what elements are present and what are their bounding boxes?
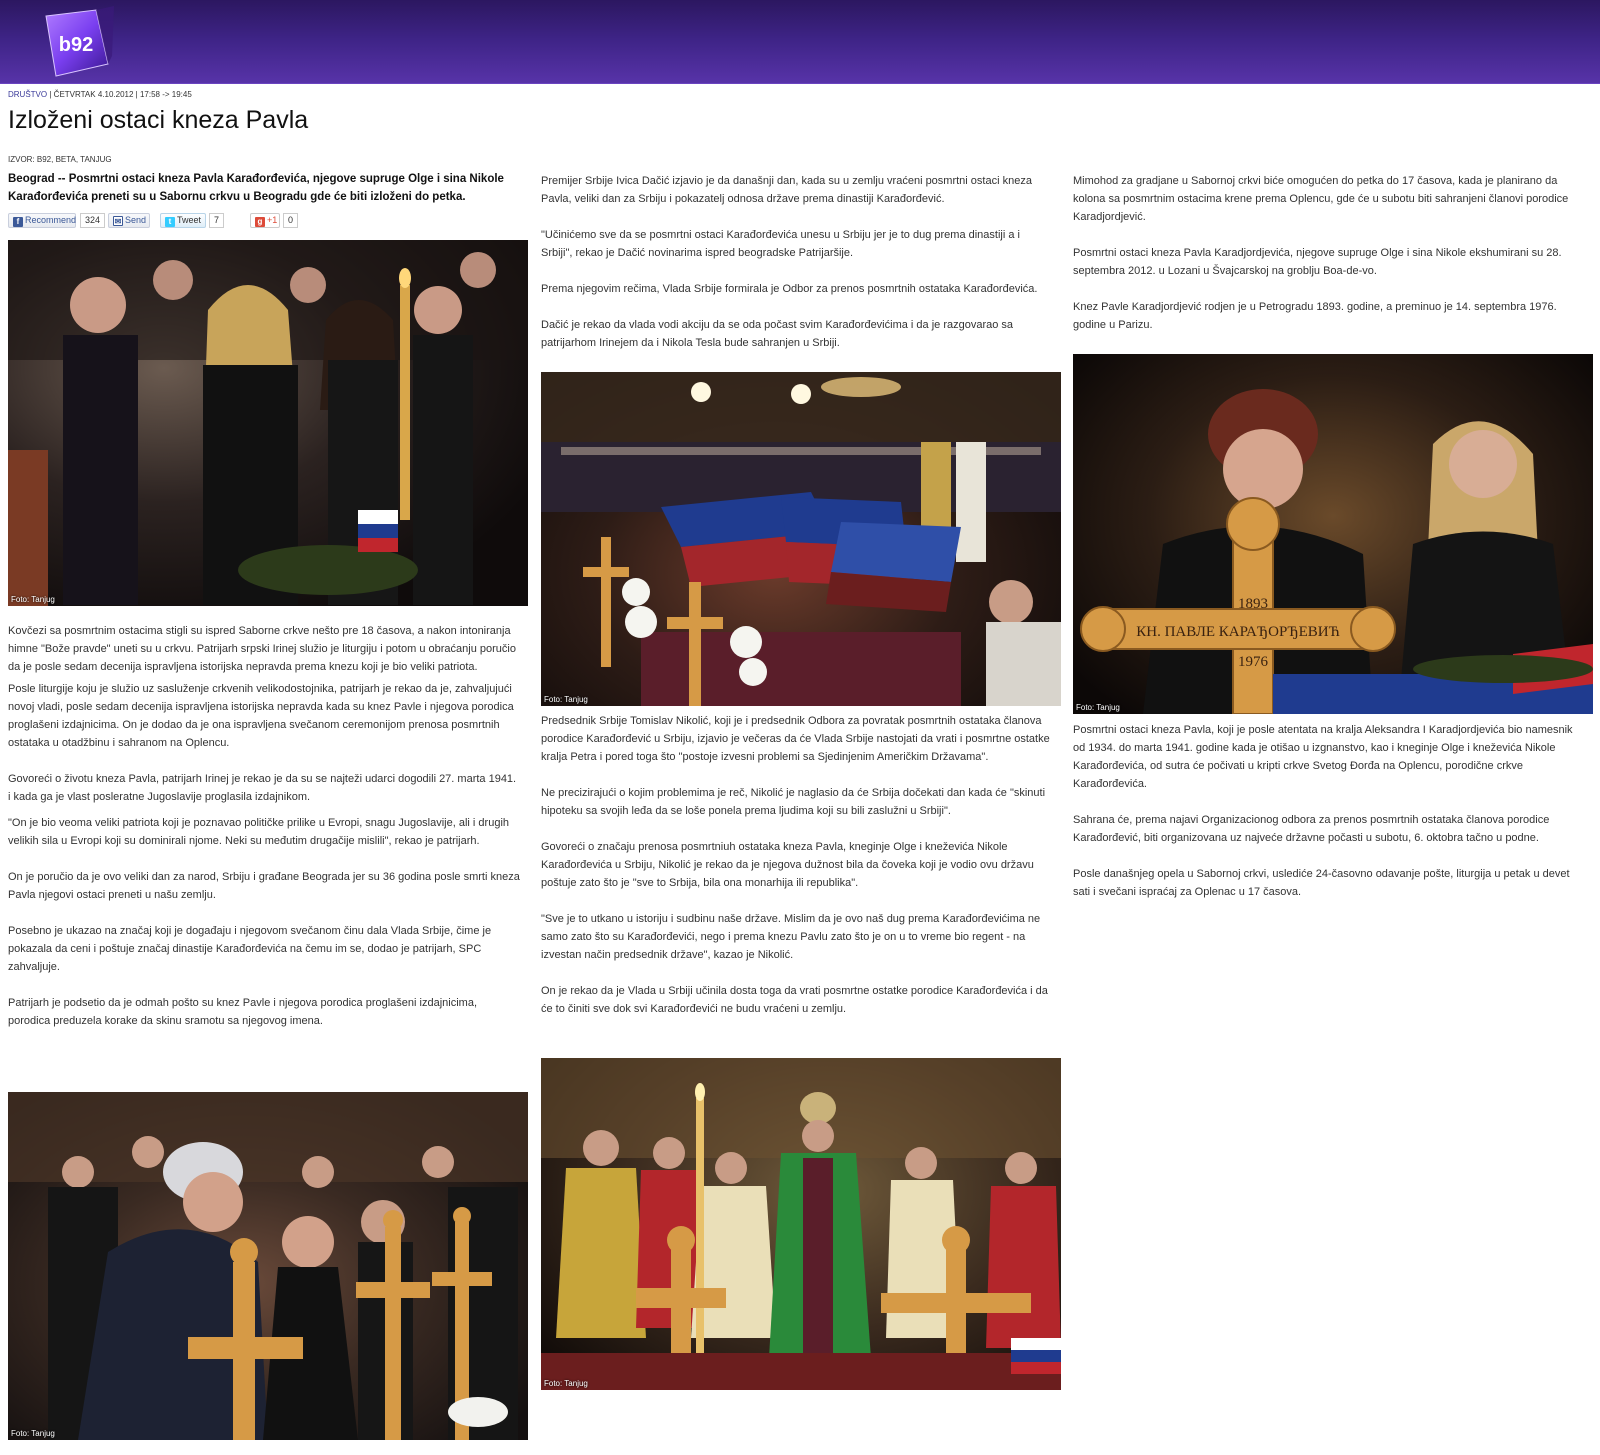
liturgy-illustration: [541, 1058, 1061, 1390]
paragraph: Mimohod za gradjane u Sabornoj crkvi biće omogućen do petka do 17 časova, kada je planirano da kolona sa posmrtnim ostacima krene prema Oplencu, gde će u subotu biti sahranjeni članovi porodice Karadjordjević.: [1073, 175, 1569, 223]
photo-patriarch-liturgy: [541, 1058, 1061, 1390]
paragraph: "Sve je to utkano u istoriju i sudbinu naše države. Mislim da je ovo naš dug prema Karađorđevićima ne samo zato što su Karađorđevići, nego i prema knezu Pavlu zato što je on u to vreme bio regent - na izvestan način predsednik države", kazao je Nikolić.: [541, 913, 1041, 961]
paragraph: Govoreći o značaju prenosa posmrtniuh ostataka kneza Pavla, kneginje Olge i kneževića Nikole Karađorđevića u Srbiju, Nikolić je rekao da je njegova dužnost bila da čoveka koji je vodio ovu državu poštuje zato što je "sve to Srbija, bila ona monarhija ili republika".: [541, 841, 1034, 889]
recommend-count: 324: [80, 213, 105, 228]
mourners-illustration: [8, 240, 528, 606]
paragraph: Sahrana će, prema najavi Organizacionog odbora za prenos posmrtnih ostataka članova porodice Karađorđević, biti organizovana uz najveće državne počasti u subotu, 6. oktobra tačno u podne.: [1073, 814, 1550, 844]
paragraph: Premijer Srbije Ivica Dačić izjavio je da današnji dan, kada su u zemlju vraćeni posmrtni ostaci kneza Pavla, veliki dan za Srbiju i pokazatelj odnosa države prema dinastiji Karađorđević.: [541, 175, 1032, 205]
paragraph: Posle današnjeg opela u Sabornoj crkvi, uslediće 24-časovno odavanje pošte, liturgija u petak u devet sati i svečani ispraćaj za Oplenac u 17 časova.: [1073, 868, 1570, 898]
tweet-count: 7: [209, 213, 224, 228]
cross-death-year: 1976: [1238, 654, 1268, 670]
photo-caption: Foto: Tanjug: [544, 1379, 588, 1388]
facebook-recommend-button[interactable]: f Recommend: [8, 213, 76, 228]
paragraph: Prema njegovim rečima, Vlada Srbije formirala je Odbor za prenos posmrtnih ostataka Karađorđevića.: [541, 283, 1038, 295]
facebook-send-button[interactable]: ✉ Send: [108, 213, 150, 228]
article-source: IZVOR: B92, BETA, TANJUG: [8, 155, 112, 164]
paragraph: Posebno je ukazao na značaj koji je događaju i njegovom svečanom činu dala Vlada Srbije, čime je pokazala da ceni i poštuje značaj dinastije Karađorđevića na čemu im se, dodao je patrijarh, SPC zahvaljuje.: [8, 925, 492, 973]
paragraph: Knez Pavle Karadjordjević rodjen je u Petrogradu 1893. godine, a preminuo je 14. septembra 1976. godine u Parizu.: [1073, 301, 1557, 331]
cross-name: КН. ПАВЛЕ КАРАЂОРЂЕВИЋ: [1136, 624, 1340, 640]
cross-birth-year: 1893: [1238, 596, 1268, 612]
paragraph: Dačić je rekao da vlada vodi akciju da se oda počast svim Karađorđevićima i da je razgovarao sa patrijarhom Irinejem da i Nikola Tesla bude sahranjen u Srbiji.: [541, 319, 1014, 349]
paragraph: Posmrtni ostaci kneza Pavla Karadjordjevića, njegove supruge Olge i sina Nikole ekshumirani su 28. septembra 2012. u Lozani u Švajcarskoj na groblju Boa-de-vo.: [1073, 247, 1562, 277]
gplus-count: 0: [283, 213, 298, 228]
article-date: ČETVRTAK 4.10.2012: [53, 90, 134, 99]
kissing-cross-illustration: [8, 1092, 528, 1440]
article-time: 17:58 -> 19:45: [139, 90, 192, 99]
facebook-icon: f: [13, 217, 23, 227]
paragraph: Kovčezi sa posmrtnim ostacima stigli su ispred Saborne crkve nešto pre 18 časova, a nakon intoniranja himne "Bože pravde" uneti su u crkvu. Patrijarh srpski Irinej služio je liturgiju i potom u obraćanju poručio da je posle sedam decenija ispravljena istorijska nepravda prema knezu koji je bio veliki patriota.: [8, 625, 516, 673]
paragraph: Posmrtni ostaci kneza Pavla, koji je posle atentata na kralja Aleksandra I Karadjordjevića bio namesnik od 1934. do marta 1941. godine kada je otišao u izgnanstvo, kao i kneginje Olge i kneževića Nikole Karađorđevića, od sutra će počivati u kripti crkve Svetog Đorđa na Oplencu, porodične crkve Karađorđevića.: [1073, 724, 1573, 790]
paragraph: Predsednik Srbije Tomislav Nikolić, koji je i predsednik Odbora za povratak posmrtnih ostataka članova porodice Karađorđević u Srbiju, izjavio je večeras da će Vlada Srbije nastojati da vrati i posmrtne ostatke kralja Petra i pored toga što "postoje izvesni problemi sa Sjedinjenim Američkim Državama".: [541, 715, 1050, 763]
paragraph: "Učinićemo sve da se posmrtni ostaci Karađorđevića unesu u Srbiju jer je to dug prema dinastiji a i Srbiji", rekao je Dačić novinarima ispred beogradske Patrijaršije.: [541, 229, 1020, 259]
photo-caption: Foto: Tanjug: [1076, 703, 1120, 712]
send-icon: ✉: [114, 217, 122, 226]
coffins-illustration: [541, 372, 1061, 706]
google-plus-icon: g: [255, 217, 265, 227]
article-column-2-top: [541, 172, 1053, 352]
article-column-2-middle: [541, 712, 1053, 1018]
article-column-3-top: [1073, 172, 1585, 334]
photo-princess-cross: [1073, 354, 1593, 714]
article-meta: DRUŠTVO | ČETVRTAK 4.10.2012 | 17:58 -> 19:45: [8, 90, 192, 99]
article-column-3-bottom: [1073, 721, 1585, 901]
photo-coffins-church: [541, 372, 1061, 706]
article-lead: Beograd -- Posmrtni ostaci kneza Pavla Karađorđevića, njegove supruge Olge i sina Nikole Karađorđevića preneti su u Sabornu crkvu u Beogradu gde će biti izloženi do petka.: [8, 173, 504, 203]
photo-prince-kissing-cross: [8, 1092, 528, 1440]
article-column-1: [8, 622, 520, 1030]
paragraph: Patrijarh je podsetio da je odmah pošto su knez Pavle i njegova porodica proglašeni izdajnicima, porodica preduzela korake da skinu sramotu sa njegovog imena.: [8, 997, 477, 1027]
category-link[interactable]: DRUŠTVO: [8, 90, 48, 99]
twitter-icon: t: [165, 217, 175, 227]
paragraph: Govoreći o životu kneza Pavla, patrijarh Irinej je rekao je da su se najteži udarci dogodili 27. marta 1941. i kada ga je vlast posleratne Jugoslavije proglasila izdajnikom.: [8, 773, 517, 803]
photo-mourners: [8, 240, 528, 606]
paragraph: On je poručio da je ovo veliki dan za narod, Srbiju i građane Beograda jer su 36 godina posle smrti kneza Pavla njegovi ostaci preneti u našu zemlju.: [8, 871, 520, 901]
paragraph: "On je bio veoma veliki patriota koji je poznavao političke prilike u Evropi, snagu Jugoslavije, ali i drugih velikih sila u Evropi koji su dominirali njome. Neki su međutim drugačije mislili", rekao je patrijarh.: [8, 817, 509, 847]
google-plus-button[interactable]: g +1: [250, 213, 280, 228]
photo-caption: Foto: Tanjug: [11, 1429, 55, 1438]
tweet-button[interactable]: t Tweet: [160, 213, 206, 228]
paragraph: Posle liturgije koju je služio uz sasluženje crkvenih velikodostojnika, patrijarh je rekao da je, zahvaljujući novoj vladi, posle sedam decenija ispravljena istorijska nepravda kada su knez Pavle i njegova porodica proglašeni izdajnicima. On je dodao da je ona ispravljena svečanom ceremonijom prenosa posmrtnih ostataka u otadžbinu i sahranom na Oplencu.: [8, 683, 514, 749]
page-title: Izloženi ostaci kneza Pavla: [8, 106, 309, 134]
svg-text:b92: b92: [58, 34, 94, 56]
princess-cross-illustration: [1073, 354, 1593, 714]
paragraph: On je rekao da je Vlada u Srbiji učinila dosta toga da vrati posmrtne ostatke porodice Karađorđevića i da će to činiti sve dok svi Karađorđevići ne budu vraćeni u zemlju.: [541, 985, 1048, 1015]
photo-caption: Foto: Tanjug: [544, 695, 588, 704]
b92-logo[interactable]: [34, 6, 114, 82]
paragraph: Ne precizirajući o kojim problemima je reč, Nikolić je naglasio da će Srbija dočekati dan kada će "skinuti hipoteku sa svojih leđa da se loše ponela prema ljudima koji su bili zaslužni u Srbiji".: [541, 787, 1046, 817]
site-header: [0, 0, 1600, 84]
photo-caption: Foto: Tanjug: [11, 595, 55, 604]
